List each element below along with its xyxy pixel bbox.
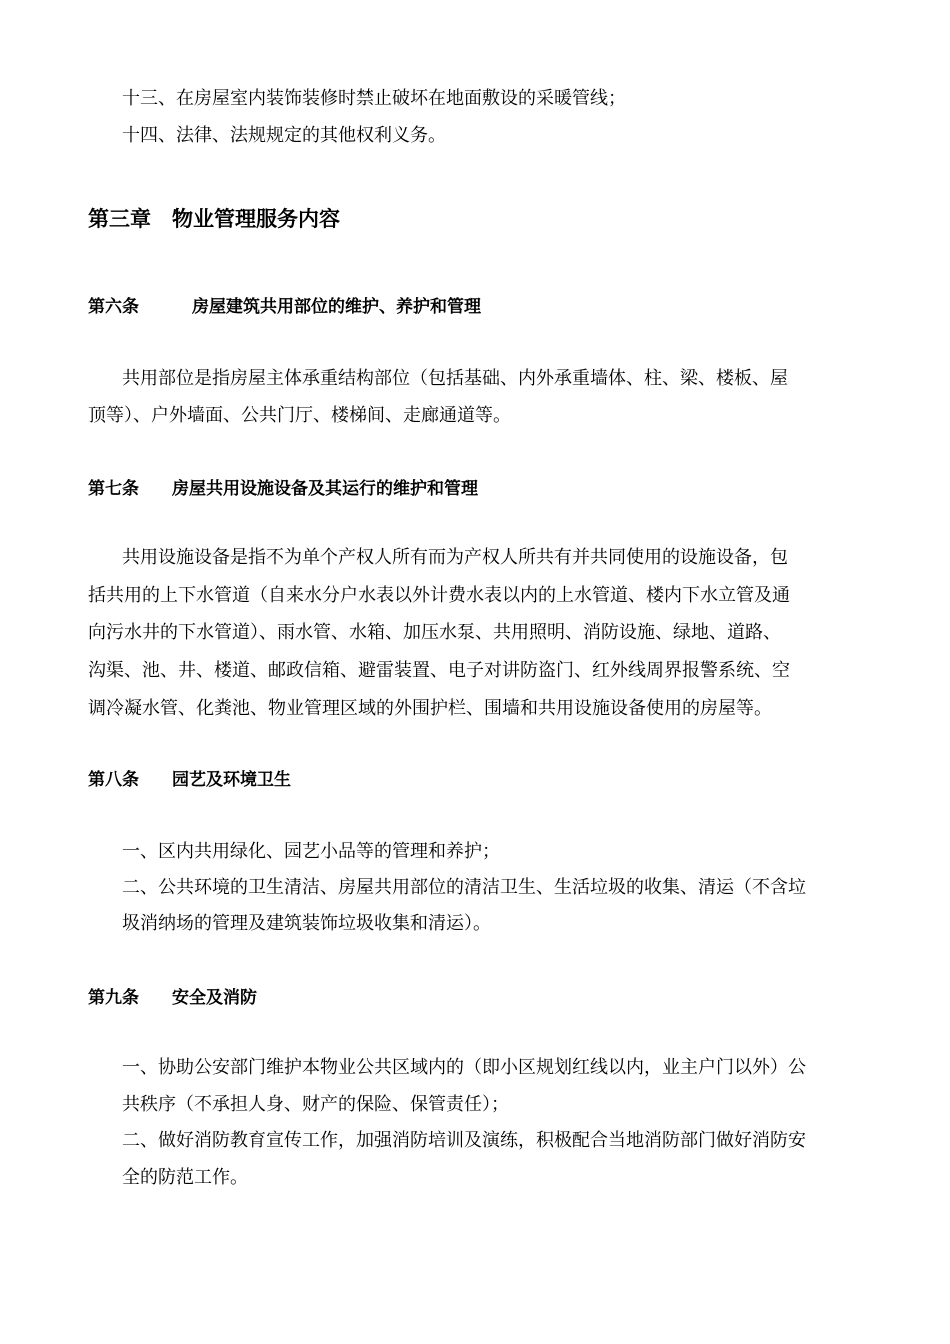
article-9-title: 安全及消防 [172, 988, 257, 1008]
article-8-heading [88, 768, 291, 792]
article-9-line-3: 二、做好消防教育宣传工作，加强消防培训及演练，积极配合当地消防部门做好消防安 [122, 1130, 806, 1151]
article-8-line-2: 二、公共环境的卫生清洁、房屋共用部位的清洁卫生、生活垃圾的收集、清运（不含垃 [122, 877, 806, 898]
article-8-line-1: 一、区内共用绿化、园艺小品等的管理和养护； [122, 841, 500, 862]
article-6-heading [88, 295, 481, 319]
article-7-line-4: 沟渠、池、井、楼道、邮政信箱、避雷装置、电子对讲防盗门、红外线周界报警系统、空 [88, 660, 790, 681]
chapter-heading: 第三章 物业管理服务内容 [88, 206, 340, 231]
article-7-line-1: 共用设施设备是指不为单个产权人所有而为产权人所共有并共同使用的设施设备，包 [122, 547, 788, 568]
article-9-number: 第九条 [88, 988, 139, 1008]
article-6-number: 第六条 [88, 297, 139, 317]
article-7-number: 第七条 [88, 479, 139, 499]
article-7-line-5: 调冷凝水管、化粪池、物业管理区域的外围护栏、围墙和共用设施设备使用的房屋等。 [88, 698, 772, 719]
article-9-line-4: 全的防范工作。 [122, 1167, 248, 1188]
article-9-heading [88, 986, 257, 1010]
article-6-line-2: 顶等）、户外墙面、公共门厅、楼梯间、走廊通道等。 [88, 405, 511, 426]
article-8-number: 第八条 [88, 770, 139, 790]
article-7-heading [88, 477, 478, 501]
article-9-line-2: 共秩序（不承担人身、财产的保险、保管责任）； [122, 1094, 509, 1115]
article-7-title: 房屋共用设施设备及其运行的维护和管理 [172, 479, 478, 499]
article-6-line-1: 共用部位是指房屋主体承重结构部位（包括基础、内外承重墙体、柱、梁、楼板、屋 [122, 368, 788, 389]
article-7-line-3: 向污水井的下水管道）、雨水管、水箱、加压水泵、共用照明、消防设施、绿地、道路、 [88, 622, 781, 643]
item-14: 十四、法律、法规规定的其他权利义务。 [122, 125, 446, 146]
item-13: 十三、在房屋室内装饰装修时禁止破坏在地面敷设的采暖管线； [122, 88, 626, 109]
article-8-title: 园艺及环境卫生 [172, 770, 291, 790]
article-7-line-2: 括共用的上下水管道（自来水分户水表以外计费水表以内的上水管道、楼内下水立管及通 [88, 585, 790, 606]
article-6-title: 房屋建筑共用部位的维护、养护和管理 [192, 297, 481, 317]
article-8-line-3: 圾消纳场的管理及建筑装饰垃圾收集和清运）。 [122, 913, 491, 934]
article-9-line-1: 一、协助公安部门维护本物业公共区域内的（即小区规划红线以内，业主户门以外）公 [122, 1057, 806, 1078]
